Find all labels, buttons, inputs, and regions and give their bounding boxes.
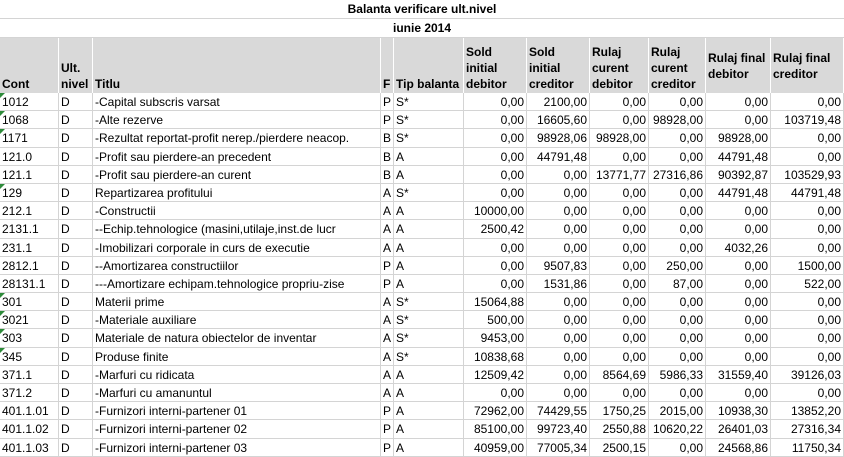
cell-rulaj-curent-creditor[interactable]: 0,00 (649, 93, 706, 110)
cell-rulaj-curent-creditor[interactable]: 0,00 (649, 329, 706, 346)
cell-tip-balanta[interactable]: A (394, 166, 464, 183)
table-row (0, 439, 844, 457)
cell-rulaj-curent-debitor[interactable]: 1750,25 (590, 402, 649, 419)
cell-rulaj-curent-debitor[interactable]: 0,00 (590, 93, 649, 110)
cell-titlu[interactable]: -Furnizori interni-partener 02 (93, 420, 381, 437)
header-ult-nivel[interactable]: Ult. nivel (59, 38, 93, 93)
table-row (0, 129, 844, 147)
account-code: 28131.1 (2, 276, 46, 291)
cell-titlu[interactable]: -Materiale auxiliare (93, 311, 381, 328)
cell-sold-initial-debitor[interactable]: 2500,42 (464, 220, 527, 237)
cell-rulaj-final-creditor[interactable]: 0,00 (771, 239, 844, 256)
cell-ult-nivel[interactable]: D (59, 148, 93, 165)
cell-rulaj-final-creditor[interactable]: 0,00 (771, 348, 844, 365)
cell-sold-initial-debitor[interactable]: 0,00 (464, 111, 527, 128)
cell-titlu[interactable]: Materii prime (93, 293, 381, 310)
cell-rulaj-curent-debitor[interactable]: 0,00 (590, 220, 649, 237)
cell-ult-nivel[interactable]: D (59, 239, 93, 256)
cell-cont[interactable] (0, 366, 59, 383)
cell-ult-nivel[interactable]: D (59, 439, 93, 456)
cell-rulaj-final-debitor[interactable]: 31559,40 (706, 366, 771, 383)
cell-cont[interactable] (0, 329, 59, 346)
cell-tip-balanta[interactable]: A (394, 439, 464, 456)
error-indicator-icon (0, 329, 5, 334)
cell-titlu[interactable]: -Marfuri cu amanuntul (93, 384, 381, 401)
cell-sold-initial-debitor[interactable]: 85100,00 (464, 420, 527, 437)
cell-rulaj-curent-creditor[interactable]: 98928,00 (649, 111, 706, 128)
cell-f[interactable]: A (381, 329, 394, 346)
cell-tip-balanta[interactable]: S* (394, 329, 464, 346)
cell-rulaj-final-debitor[interactable]: 0,00 (706, 275, 771, 292)
cell-cont[interactable] (0, 111, 59, 128)
cell-sold-initial-debitor[interactable]: 40959,00 (464, 439, 527, 456)
cell-cont[interactable] (0, 384, 59, 401)
cell-cont[interactable] (0, 202, 59, 219)
cell-ult-nivel[interactable]: D (59, 202, 93, 219)
cell-sold-initial-creditor[interactable]: 0,00 (527, 293, 590, 310)
error-indicator-icon (0, 129, 5, 134)
cell-rulaj-final-creditor[interactable]: 13852,20 (771, 402, 844, 419)
cell-rulaj-final-creditor[interactable]: 0,00 (771, 293, 844, 310)
cell-sold-initial-debitor[interactable]: 500,00 (464, 311, 527, 328)
cell-rulaj-curent-creditor[interactable]: 0,00 (649, 239, 706, 256)
cell-tip-balanta[interactable]: A (394, 275, 464, 292)
account-code: 401.1.02 (2, 422, 49, 437)
cell-sold-initial-debitor[interactable]: 0,00 (464, 239, 527, 256)
header-sold-initial-debitor[interactable]: Sold initial debitor (464, 38, 527, 93)
cell-tip-balanta[interactable]: A (394, 384, 464, 401)
cell-rulaj-curent-debitor[interactable]: 0,00 (590, 239, 649, 256)
cell-rulaj-final-creditor[interactable]: 103529,93 (771, 166, 844, 183)
header-cont[interactable]: Cont (0, 38, 59, 93)
cell-rulaj-curent-debitor[interactable]: 0,00 (590, 329, 649, 346)
cell-cont[interactable] (0, 275, 59, 292)
cell-ult-nivel[interactable]: D (59, 93, 93, 110)
header-rulaj-final-creditor[interactable]: Rulaj final creditor (771, 38, 844, 93)
cell-titlu[interactable]: --Echip.tehnologice (masini,utilaje,inst.de lucr (93, 220, 381, 237)
cell-rulaj-curent-creditor[interactable]: 250,00 (649, 257, 706, 274)
cell-f[interactable]: B (381, 166, 394, 183)
cell-sold-initial-creditor[interactable]: 0,00 (527, 220, 590, 237)
table-row (0, 148, 844, 166)
cell-f[interactable]: A (381, 293, 394, 310)
cell-cont[interactable] (0, 402, 59, 419)
cell-cont[interactable] (0, 220, 59, 237)
cell-titlu[interactable]: -Rezultat reportat-profit nerep./pierdere neacop. (93, 129, 381, 146)
header-rulaj-curent-debitor[interactable]: Rulaj curent debitor (590, 38, 649, 93)
table-row (0, 202, 844, 220)
cell-ult-nivel[interactable]: D (59, 384, 93, 401)
cell-sold-initial-creditor[interactable]: 74429,55 (527, 402, 590, 419)
cell-rulaj-final-debitor[interactable]: 0,00 (706, 348, 771, 365)
cell-f[interactable]: P (381, 439, 394, 456)
account-code: 1171 (2, 131, 28, 146)
cell-cont[interactable] (0, 239, 59, 256)
cell-sold-initial-debitor[interactable]: 0,00 (464, 275, 527, 292)
cell-rulaj-curent-creditor[interactable]: 5986,33 (649, 366, 706, 383)
cell-sold-initial-creditor[interactable]: 44791,48 (527, 148, 590, 165)
cell-rulaj-final-creditor[interactable]: 0,00 (771, 129, 844, 146)
cell-rulaj-curent-debitor[interactable]: 0,00 (590, 184, 649, 201)
cell-rulaj-curent-creditor[interactable]: 0,00 (649, 129, 706, 146)
cell-rulaj-final-debitor[interactable]: 0,00 (706, 257, 771, 274)
cell-titlu[interactable]: -Imobilizari corporale in curs de executie (93, 239, 381, 256)
cell-titlu[interactable]: -Profit sau pierdere-an precedent (93, 148, 381, 165)
cell-tip-balanta[interactable]: S* (394, 111, 464, 128)
cell-f[interactable]: A (381, 348, 394, 365)
cell-ult-nivel[interactable]: D (59, 129, 93, 146)
cell-rulaj-final-debitor[interactable]: 0,00 (706, 93, 771, 110)
cell-rulaj-curent-debitor[interactable]: 13771,77 (590, 166, 649, 183)
account-code: 2812.1 (2, 258, 39, 273)
cell-rulaj-final-debitor[interactable]: 10938,30 (706, 402, 771, 419)
cell-f[interactable]: A (381, 202, 394, 219)
cell-sold-initial-debitor[interactable]: 12509,42 (464, 366, 527, 383)
cell-rulaj-final-creditor[interactable]: 0,00 (771, 148, 844, 165)
table-row (0, 420, 844, 438)
header-tip-balanta[interactable]: Tip balanta (394, 38, 464, 93)
account-code: 371.2 (2, 386, 33, 400)
cell-sold-initial-debitor[interactable]: 0,00 (464, 166, 527, 183)
cell-ult-nivel[interactable]: D (59, 366, 93, 383)
table-row (0, 311, 844, 329)
cell-sold-initial-creditor[interactable]: 98928,06 (527, 129, 590, 146)
cell-f[interactable]: P (381, 111, 394, 128)
cell-cont[interactable] (0, 439, 59, 456)
table-row (0, 275, 844, 293)
cell-rulaj-final-creditor[interactable]: 11750,34 (771, 439, 844, 456)
cell-cont[interactable] (0, 293, 59, 310)
cell-sold-initial-creditor[interactable]: 9507,83 (527, 257, 590, 274)
error-indicator-icon (0, 311, 5, 316)
cell-tip-balanta[interactable]: S* (394, 348, 464, 365)
cell-rulaj-final-debitor[interactable]: 0,00 (706, 111, 771, 128)
cell-rulaj-curent-creditor[interactable]: 0,00 (649, 311, 706, 328)
cell-titlu[interactable]: -Furnizori interni-partener 03 (93, 439, 381, 456)
cell-rulaj-final-debitor[interactable]: 90392,87 (706, 166, 771, 183)
cell-rulaj-final-creditor[interactable]: 1500,00 (771, 257, 844, 274)
cell-titlu[interactable]: -Alte rezerve (93, 111, 381, 128)
cell-sold-initial-debitor[interactable]: 0,00 (464, 257, 527, 274)
cell-tip-balanta[interactable]: A (394, 239, 464, 256)
cell-sold-initial-creditor[interactable]: 0,00 (527, 329, 590, 346)
cell-f[interactable]: P (381, 275, 394, 292)
header-rulaj-final-debitor[interactable]: Rulaj final debitor (706, 38, 771, 93)
account-code: 3021 (2, 313, 29, 328)
account-code: 401.1.03 (2, 440, 49, 455)
cell-sold-initial-debitor[interactable]: 0,00 (464, 93, 527, 110)
cell-f[interactable]: A (381, 220, 394, 237)
cell-rulaj-final-debitor[interactable]: 0,00 (706, 311, 771, 328)
cell-titlu[interactable]: Repartizarea profitului (93, 184, 381, 201)
table-row (0, 111, 844, 129)
header-sold-initial-creditor[interactable]: Sold initial creditor (527, 38, 590, 93)
cell-rulaj-final-debitor[interactable]: 24568,86 (706, 439, 771, 456)
table-body (0, 93, 844, 457)
cell-f[interactable]: A (381, 384, 394, 401)
cell-rulaj-final-creditor[interactable]: 0,00 (771, 329, 844, 346)
cell-sold-initial-creditor[interactable]: 0,00 (527, 348, 590, 365)
cell-rulaj-curent-creditor[interactable]: 87,00 (649, 275, 706, 292)
cell-ult-nivel[interactable]: D (59, 311, 93, 328)
cell-rulaj-curent-debitor[interactable]: 98928,00 (590, 129, 649, 146)
account-code: 301 (2, 295, 23, 310)
cell-sold-initial-debitor[interactable]: 10000,00 (464, 202, 527, 219)
cell-rulaj-final-debitor[interactable]: 44791,48 (706, 184, 771, 201)
cell-tip-balanta[interactable]: A (394, 257, 464, 274)
cell-rulaj-final-debitor[interactable]: 26401,03 (706, 420, 771, 437)
cell-f[interactable]: A (381, 311, 394, 328)
cell-tip-balanta[interactable]: S* (394, 184, 464, 201)
table-row (0, 329, 844, 347)
cell-ult-nivel[interactable]: D (59, 111, 93, 128)
cell-sold-initial-creditor[interactable]: 77005,34 (527, 439, 590, 456)
cell-ult-nivel[interactable]: D (59, 275, 93, 292)
cell-f[interactable]: B (381, 148, 394, 165)
cell-cont[interactable] (0, 93, 59, 110)
cell-rulaj-final-debitor[interactable]: 0,00 (706, 202, 771, 219)
cell-f[interactable]: A (381, 366, 394, 383)
cell-ult-nivel[interactable]: D (59, 166, 93, 183)
cell-sold-initial-debitor[interactable]: 0,00 (464, 129, 527, 146)
cell-sold-initial-creditor[interactable]: 0,00 (527, 384, 590, 401)
cell-rulaj-curent-debitor[interactable]: 2500,15 (590, 439, 649, 456)
account-code: 401.1.01 (2, 404, 49, 419)
cell-rulaj-curent-debitor[interactable]: 0,00 (590, 202, 649, 219)
cell-sold-initial-debitor[interactable]: 0,00 (464, 184, 527, 201)
table-row (0, 184, 844, 202)
cell-rulaj-curent-creditor[interactable]: 0,00 (649, 148, 706, 165)
cell-ult-nivel[interactable]: D (59, 420, 93, 437)
cell-ult-nivel[interactable]: D (59, 257, 93, 274)
header-rulaj-curent-creditor[interactable]: Rulaj curent creditor (649, 38, 706, 93)
cell-cont[interactable] (0, 148, 59, 165)
error-indicator-icon (0, 111, 5, 116)
cell-titlu[interactable]: -Constructii (93, 202, 381, 219)
cell-sold-initial-debitor[interactable]: 72962,00 (464, 402, 527, 419)
cell-sold-initial-creditor[interactable]: 2100,00 (527, 93, 590, 110)
report-title: Balanta verificare ult.nivel (0, 0, 844, 19)
error-indicator-icon (0, 184, 5, 189)
cell-sold-initial-creditor[interactable]: 0,00 (527, 184, 590, 201)
table-row (0, 257, 844, 275)
account-code: 303 (2, 331, 23, 346)
header-titlu[interactable]: Titlu (93, 38, 381, 93)
cell-titlu[interactable]: --Amortizarea constructiilor (93, 257, 381, 274)
cell-ult-nivel[interactable]: D (59, 220, 93, 237)
cell-rulaj-final-debitor[interactable]: 0,00 (706, 329, 771, 346)
error-indicator-icon (0, 348, 5, 353)
cell-rulaj-final-creditor[interactable]: 0,00 (771, 202, 844, 219)
cell-rulaj-curent-debitor[interactable]: 0,00 (590, 384, 649, 401)
cell-titlu[interactable]: ---Amortizare echipam.tehnologice propriu-zise (93, 275, 381, 292)
cell-tip-balanta[interactable]: A (394, 420, 464, 437)
cell-rulaj-curent-debitor[interactable]: 8564,69 (590, 366, 649, 383)
cell-sold-initial-debitor[interactable]: 0,00 (464, 384, 527, 401)
cell-tip-balanta[interactable]: A (394, 220, 464, 237)
cell-titlu[interactable]: Produse finite (93, 348, 381, 365)
account-code: 371.1 (2, 367, 33, 382)
cell-tip-balanta[interactable]: A (394, 366, 464, 383)
cell-rulaj-curent-debitor[interactable]: 0,00 (590, 293, 649, 310)
cell-tip-balanta[interactable]: A (394, 148, 464, 165)
cell-rulaj-final-creditor[interactable]: 0,00 (771, 93, 844, 110)
cell-tip-balanta[interactable]: S* (394, 129, 464, 146)
cell-sold-initial-creditor[interactable]: 0,00 (527, 311, 590, 328)
cell-rulaj-final-creditor[interactable]: 0,00 (771, 311, 844, 328)
cell-tip-balanta[interactable]: S* (394, 93, 464, 110)
cell-f[interactable]: A (381, 239, 394, 256)
cell-f[interactable]: A (381, 184, 394, 201)
cell-tip-balanta[interactable]: S* (394, 293, 464, 310)
cell-rulaj-curent-debitor[interactable]: 2550,88 (590, 420, 649, 437)
cell-titlu[interactable]: -Marfuri cu ridicata (93, 366, 381, 383)
cell-ult-nivel[interactable]: D (59, 184, 93, 201)
table-row (0, 166, 844, 184)
error-indicator-icon (0, 293, 5, 298)
account-code: 129 (2, 185, 23, 200)
cell-tip-balanta[interactable]: A (394, 202, 464, 219)
cell-sold-initial-creditor[interactable]: 0,00 (527, 202, 590, 219)
cell-tip-balanta[interactable]: S* (394, 311, 464, 328)
cell-rulaj-final-debitor[interactable]: 44791,48 (706, 148, 771, 165)
cell-rulaj-curent-creditor[interactable]: 0,00 (649, 384, 706, 401)
cell-rulaj-curent-debitor[interactable]: 0,00 (590, 311, 649, 328)
cell-rulaj-curent-creditor[interactable]: 0,00 (649, 184, 706, 201)
cell-titlu[interactable]: -Capital subscris varsat (93, 93, 381, 110)
cell-f[interactable]: P (381, 257, 394, 274)
cell-sold-initial-creditor[interactable]: 0,00 (527, 366, 590, 383)
account-code: 2131.1 (2, 222, 39, 237)
table-row (0, 220, 844, 238)
cell-tip-balanta[interactable]: A (394, 402, 464, 419)
cell-rulaj-final-creditor[interactable]: 0,00 (771, 220, 844, 237)
table-row (0, 239, 844, 257)
cell-rulaj-final-debitor[interactable]: 4032,26 (706, 239, 771, 256)
table-header (0, 38, 844, 93)
cell-rulaj-final-debitor[interactable]: 0,00 (706, 384, 771, 401)
error-indicator-icon (0, 93, 5, 98)
table-row (0, 402, 844, 420)
cell-rulaj-final-creditor[interactable]: 39126,03 (771, 366, 844, 383)
report-period: iunie 2014 (0, 19, 844, 38)
account-code: 1068 (2, 113, 29, 128)
cell-rulaj-curent-creditor[interactable]: 0,00 (649, 220, 706, 237)
table-row (0, 366, 844, 384)
cell-sold-initial-creditor[interactable]: 0,00 (527, 239, 590, 256)
cell-rulaj-final-debitor[interactable]: 98928,00 (706, 129, 771, 146)
cell-sold-initial-creditor[interactable]: 16605,60 (527, 111, 590, 128)
cell-rulaj-curent-creditor[interactable]: 10620,22 (649, 420, 706, 437)
cell-sold-initial-debitor[interactable]: 9453,00 (464, 329, 527, 346)
cell-rulaj-curent-creditor[interactable]: 0,00 (649, 439, 706, 456)
cell-rulaj-final-debitor[interactable]: 0,00 (706, 293, 771, 310)
cell-rulaj-final-debitor[interactable]: 0,00 (706, 220, 771, 237)
cell-rulaj-curent-creditor[interactable]: 2015,00 (649, 402, 706, 419)
cell-cont[interactable] (0, 257, 59, 274)
cell-f[interactable]: P (381, 420, 394, 437)
account-code: 212.1 (2, 204, 33, 219)
cell-sold-initial-debitor[interactable]: 10838,68 (464, 348, 527, 365)
cell-rulaj-curent-creditor[interactable]: 27316,86 (649, 166, 706, 183)
cell-rulaj-curent-debitor[interactable]: 0,00 (590, 148, 649, 165)
cell-cont[interactable] (0, 311, 59, 328)
cell-cont[interactable] (0, 184, 59, 201)
cell-rulaj-curent-debitor[interactable]: 0,00 (590, 257, 649, 274)
cell-rulaj-final-creditor[interactable]: 27316,34 (771, 420, 844, 437)
table-row (0, 293, 844, 311)
cell-ult-nivel[interactable]: D (59, 402, 93, 419)
cell-ult-nivel[interactable]: D (59, 293, 93, 310)
table-row (0, 93, 844, 111)
cell-f[interactable]: P (381, 402, 394, 419)
cell-rulaj-final-creditor[interactable]: 0,00 (771, 384, 844, 401)
cell-ult-nivel[interactable]: D (59, 329, 93, 346)
account-code: 121.0 (2, 149, 33, 164)
cell-cont[interactable] (0, 166, 59, 183)
cell-titlu[interactable]: -Profit sau pierdere-an curent (93, 166, 381, 183)
header-f[interactable]: F (381, 38, 394, 93)
cell-titlu[interactable]: -Furnizori interni-partener 01 (93, 402, 381, 419)
cell-cont[interactable] (0, 420, 59, 437)
cell-rulaj-curent-debitor[interactable]: 0,00 (590, 348, 649, 365)
cell-rulaj-curent-creditor[interactable]: 0,00 (649, 348, 706, 365)
cell-ult-nivel[interactable]: D (59, 348, 93, 365)
cell-rulaj-curent-creditor[interactable]: 0,00 (649, 293, 706, 310)
cell-rulaj-curent-debitor[interactable]: 0,00 (590, 111, 649, 128)
cell-titlu[interactable]: Materiale de natura obiectelor de inventar (93, 329, 381, 346)
account-code: 1012 (2, 95, 29, 109)
cell-sold-initial-debitor[interactable]: 15064,88 (464, 293, 527, 310)
table-row (0, 384, 844, 402)
cell-sold-initial-creditor[interactable]: 0,00 (527, 166, 590, 183)
cell-cont[interactable] (0, 348, 59, 365)
cell-rulaj-curent-debitor[interactable]: 0,00 (590, 275, 649, 292)
cell-rulaj-final-creditor[interactable]: 103719,48 (771, 111, 844, 128)
cell-sold-initial-creditor[interactable]: 1531,86 (527, 275, 590, 292)
cell-sold-initial-debitor[interactable]: 0,00 (464, 148, 527, 165)
account-code: 231.1 (2, 240, 33, 255)
account-code: 345 (2, 349, 23, 364)
table-row (0, 348, 844, 366)
cell-sold-initial-creditor[interactable]: 99723,40 (527, 420, 590, 437)
cell-cont[interactable] (0, 129, 59, 146)
cell-rulaj-final-creditor[interactable]: 522,00 (771, 275, 844, 292)
cell-f[interactable]: B (381, 129, 394, 146)
cell-rulaj-curent-creditor[interactable]: 0,00 (649, 202, 706, 219)
account-code: 121.1 (2, 167, 33, 182)
cell-f[interactable]: P (381, 93, 394, 110)
cell-rulaj-final-creditor[interactable]: 44791,48 (771, 184, 844, 201)
